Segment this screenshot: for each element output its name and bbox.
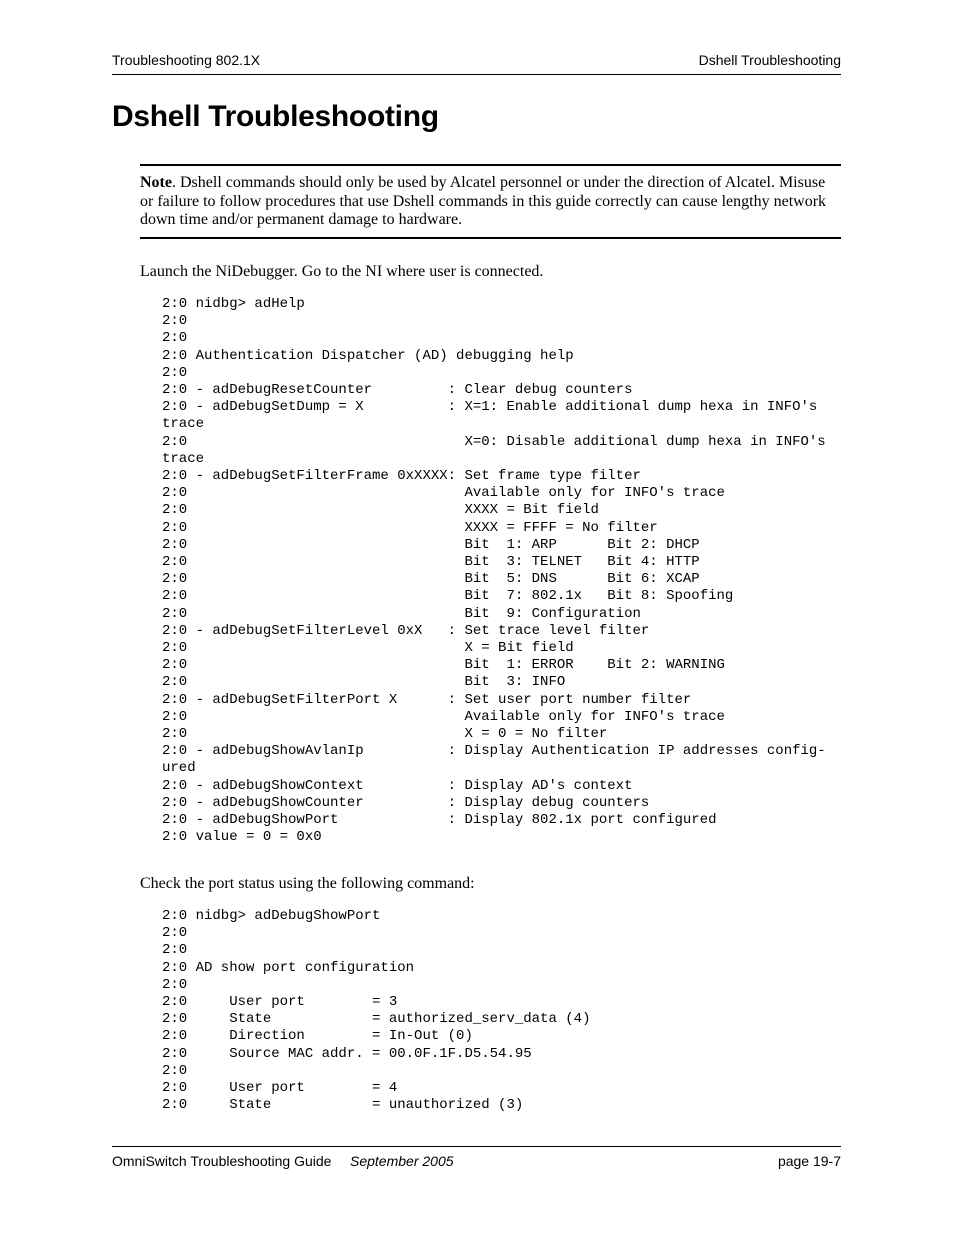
page-footer xyxy=(112,1146,841,1169)
footer-date: September 2005 xyxy=(350,1153,454,1169)
footer-page-number: page 19-7 xyxy=(777,1153,841,1169)
code-block-adhelp: 2:0 nidbg> adHelp 2:0 2:0 2:0 Authentication Dispatcher (AD) debugging help 2:0 2:0 - adDebugResetCounter : Clear debug counters 2:0 - adDebugSetDump = X : X=1: Enable additional dump hexa in INFO's trace 2:0 X=0: Disable additional dump hexa in INFO's trace 2:0 - adDebugSetFilterFrame 0xXXXX: Set frame type filter 2:0 Available only for INFO's trace 2:0 XXXX = Bit field 2:0 XXXX = FFFF = No filter 2:0 Bit 1: ARP Bit 2: DHCP 2:0 Bit 3: TELNET Bit 4: HTTP 2:0 Bit 5: DNS Bit 6: XCAP 2:0 Bit 7: 802.1x Bit 8: Spoofing 2:0 Bit 9: Configuration 2:0 - adDebugSetFilterLevel 0xX : Set trace level filter 2:0 X = Bit field 2:0 Bit 1: ERROR Bit 2: WARNING 2:0 Bit 3: INFO 2:0 - adDebugSetFilterPort X : Set user port number filter 2:0 Available only for INFO's trace 2:0 X = 0 = No filter 2:0 - adDebugShowAvlanIp : Display Authentication IP addresses config- ured 2:0 - adDebugShowContext : Display AD's context 2:0 - adDebugShowCounter : Display debug counters 2:0 - adDebugShowPort : Display 802.1x port configured 2:0 value = 0 = 0x0 xyxy=(162,296,826,846)
page-title: Dshell Troubleshooting xyxy=(112,100,439,133)
footer-guide-title: OmniSwitch Troubleshooting Guide xyxy=(112,1153,332,1169)
note-label: Note xyxy=(140,174,172,191)
code-block-showport: 2:0 nidbg> adDebugShowPort 2:0 2:0 2:0 AD show port configuration 2:0 2:0 User port = 3 2:0 State = authorized_serv_data (4) 2:0 Direction = In-Out (0) 2:0 Source MAC addr. = 00.0F.1F.D5.54.95 2:0 2:0 User port = 4 2:0 State = unauthorized (3) xyxy=(162,908,591,1114)
note-box xyxy=(140,164,841,239)
header-section: Dshell Troubleshooting xyxy=(698,52,841,68)
instruction-paragraph: Launch the NiDebugger. Go to the NI where user is connected. xyxy=(140,263,544,280)
note-text: . Dshell commands should only be used by Alcatel personnel or under the direction of Alcatel. Misuse or failure to follow procedures that use Dshell commands in this guide correctly can cause lengthy network down time and/or permanent damage to hardware. xyxy=(140,174,827,228)
header-chapter: Troubleshooting 802.1X xyxy=(112,52,261,68)
instruction-paragraph-2: Check the port status using the following command: xyxy=(140,875,475,892)
page-header xyxy=(112,50,841,75)
